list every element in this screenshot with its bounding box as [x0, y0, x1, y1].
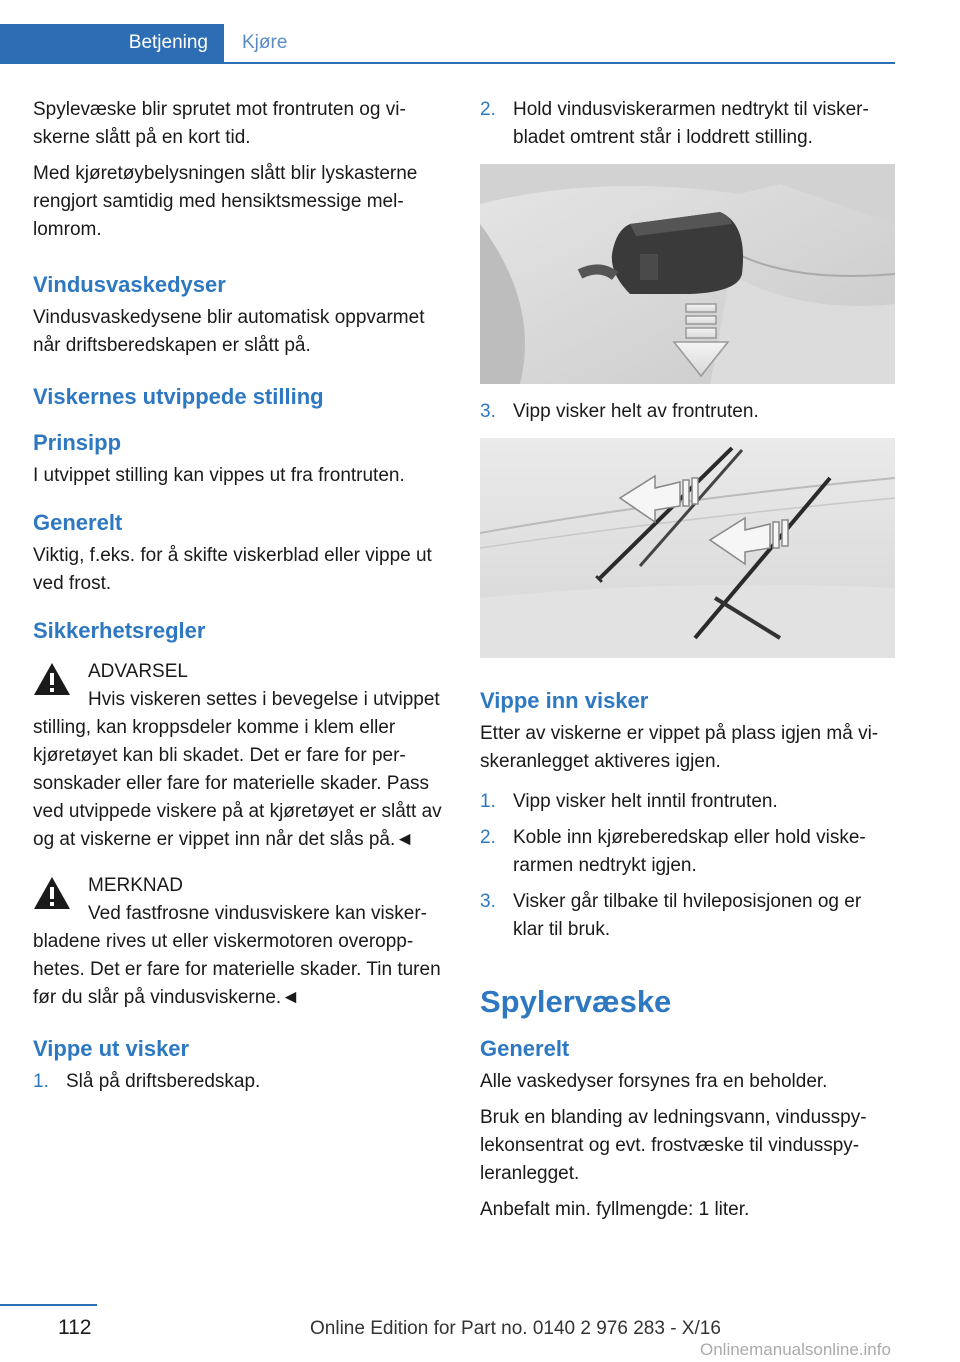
vippe-ut-steps-cont	[480, 96, 896, 152]
warning-advarsel	[33, 658, 451, 854]
paragraph: I utvippet stilling kan vippes ut fra frontruten.	[33, 465, 405, 486]
paragraph: Med kjøretøybelysningen slått blir lyskasterne rengjort samtidig med hensiktsmessige mellomrom.	[33, 163, 418, 240]
heading-prinsipp: Prinsipp	[33, 430, 122, 455]
right-column	[480, 96, 896, 1232]
paragraph: Vindusvaskedysene blir automatisk oppvarmet når driftsberedskapen er slått på.	[33, 307, 425, 356]
page-number: 112	[58, 1316, 92, 1339]
edition-note: Online Edition for Part no. 0140 2 976 283 - X/16	[310, 1318, 721, 1339]
list-item	[480, 398, 896, 426]
step-text: Vipp visker helt inntil frontruten.	[513, 791, 778, 812]
step-number: 3.	[480, 891, 496, 912]
vippe-inn-steps	[480, 788, 896, 944]
paragraph: Etter av viskerne er vippet på plass igjen må viskeranlegget aktiveres igjen.	[480, 723, 879, 772]
list-item	[480, 888, 896, 944]
step-number: 3.	[480, 401, 496, 422]
step-number: 2.	[480, 99, 496, 120]
step-text: Vipp visker helt av frontruten.	[513, 401, 759, 422]
watermark: Onlinemanualsonline.info	[700, 1340, 891, 1359]
left-column	[33, 96, 451, 1104]
warning-body: Ved fastfrosne vindusviskere kan viskerbladene rives ut eller viskermotoren overopphetes. Det er fare for materielle skader. Tin turen før du slår på vindusviskerne.◄	[33, 903, 441, 1008]
tab-kjore[interactable]: Kjøre	[242, 32, 288, 53]
footer-divider	[0, 1304, 97, 1306]
step-text: Hold vindusviskerarmen nedtrykt til viskerbladet omtrent står i loddrett stilling.	[513, 99, 869, 148]
heading-generelt: Generelt	[33, 510, 123, 535]
list-item	[480, 96, 896, 152]
warning-triangle-icon	[33, 876, 71, 910]
step-number: 2.	[480, 827, 496, 848]
heading-vippe-ut: Vippe ut visker	[33, 1036, 190, 1061]
paragraph: Spylevæske blir sprutet mot frontruten og viskerne slått på en kort tid.	[33, 99, 406, 148]
heading-generelt-2: Generelt	[480, 1036, 570, 1061]
step-number: 1.	[33, 1071, 49, 1092]
list-item	[480, 788, 896, 816]
step-number: 1.	[480, 791, 496, 812]
warning-body: Hvis viskeren settes i bevegelse i utvippet stilling, kan kroppsdeler komme i klem eller kjøretøyet kan bli skadet. Det er fare for personskader eller fare for materielle skader. Pass ved utvippede viskere på at kjøretøyet er slått av og at viskerne er vippet inn når det slås på.◄	[33, 689, 442, 850]
tab-betjening[interactable]: Betjening	[0, 24, 224, 62]
paragraph: Viktig, f.eks. for å skifte viskerblad eller vippe ut ved frost.	[33, 545, 432, 594]
list-item	[480, 824, 896, 880]
heading-spylervaeske: Spylervæske	[480, 984, 672, 1019]
heading-sikkerhetsregler: Sikkerhetsregler	[33, 618, 206, 643]
chapter-tabs	[0, 24, 895, 64]
vippe-ut-steps	[33, 1068, 451, 1096]
wiper-lifted-illustration	[480, 438, 895, 658]
list-item	[33, 1068, 451, 1096]
paragraph: Anbefalt min. fyllmengde: 1 liter.	[480, 1199, 750, 1220]
wiper-arm-illustration	[480, 164, 895, 384]
heading-utvippede-stilling: Viskernes utvippede stilling	[33, 384, 324, 409]
warning-triangle-icon	[33, 662, 71, 696]
paragraph: Alle vaskedyser forsynes fra en beholder.	[480, 1071, 828, 1092]
step-text: Visker går tilbake til hvileposisjonen og er klar til bruk.	[513, 891, 862, 940]
heading-vindusvaskedyser: Vindusvaskedyser	[33, 272, 226, 297]
warning-title: MERKNAD	[88, 875, 184, 896]
warning-title: ADVARSEL	[88, 661, 188, 682]
step-text: Slå på driftsberedskap.	[66, 1071, 261, 1092]
paragraph: Bruk en blanding av ledningsvann, vindusspylekonsentrat og evt. frostvæske til vindusspyleranlegget.	[480, 1107, 867, 1184]
step-text: Koble inn kjøreberedskap eller hold viskerarmen nedtrykt igjen.	[513, 827, 866, 876]
warning-merknad	[33, 872, 451, 1012]
vippe-ut-steps-cont2	[480, 398, 896, 426]
heading-vippe-inn: Vippe inn visker	[480, 688, 649, 713]
